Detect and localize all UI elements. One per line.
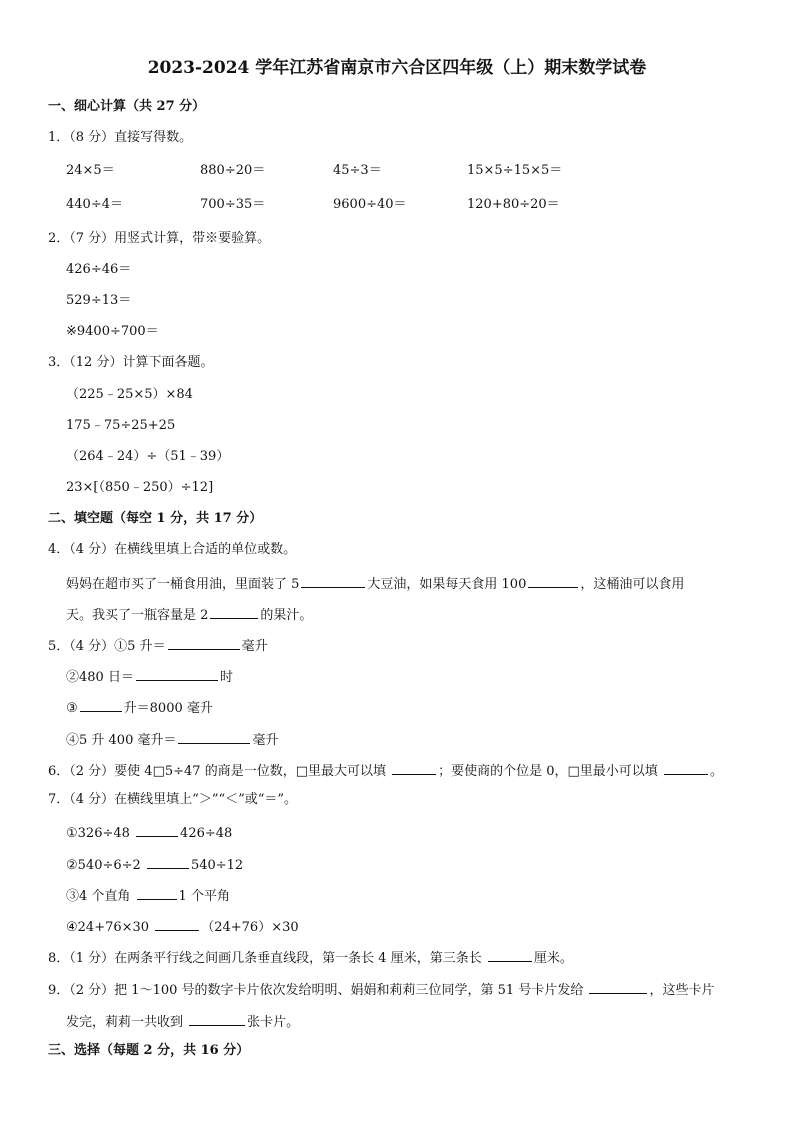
section-3-heading: 三、选择（每题 2 分，共 16 分）: [48, 1043, 250, 1058]
q1-item: 15×5÷15×5＝: [467, 163, 563, 178]
answer-blank[interactable]: [137, 886, 177, 900]
q6-text: 。: [709, 764, 723, 779]
q7-item: [66, 823, 232, 842]
q6-text: ；要使商的个位是 0，□里最小可以填: [438, 764, 658, 779]
q3-item: （264﹣24）÷（51﹣39）: [66, 449, 230, 464]
q7-text: ①326÷48: [66, 826, 130, 841]
q9-text: 9．（2 分）把 1～100 号的数字卡片依次发给明明、娟娟和莉莉三位同学，第 51 号卡片发给: [48, 983, 584, 998]
q2-item: 529÷13＝: [66, 293, 132, 308]
q1-item: 45÷3＝: [333, 163, 382, 178]
q4-text: 大豆油，如果每天食用 100: [367, 577, 527, 592]
q4-text: ，这桶油可以食用: [580, 577, 685, 592]
q9-text: 发完，莉莉一共收到: [66, 1015, 184, 1030]
q5-item: [66, 698, 213, 717]
q4-line-2: [66, 605, 312, 624]
q5-item: [66, 667, 233, 686]
answer-blank[interactable]: [136, 823, 178, 837]
q1-item: 24×5＝: [66, 163, 115, 178]
q5-text: ②480 日＝: [66, 670, 134, 685]
answer-blank[interactable]: [488, 948, 532, 962]
q5-text: 时: [219, 670, 233, 685]
answer-blank[interactable]: [168, 636, 240, 650]
q5-stem: [48, 636, 268, 655]
q4-text: 的果汁。: [260, 608, 313, 623]
q5-text: 升＝8000 毫升: [123, 701, 213, 716]
q5-item: [66, 730, 279, 749]
q5-text: 毫升: [252, 733, 279, 748]
q1-item: 880÷20＝: [200, 163, 266, 178]
q4-stem: 4．（4 分）在横线里填上合适的单位或数。: [48, 542, 297, 557]
answer-blank[interactable]: [528, 574, 578, 588]
q4-line-1: [66, 574, 684, 593]
q3-item: 175﹣75÷25+25: [66, 418, 176, 433]
q8-text: 8．（1 分）在两条平行线之间画几条垂直线段，第一条长 4 厘米，第三条长: [48, 951, 482, 966]
q3-item: 23×[（850﹣250）÷12]: [66, 480, 214, 495]
q5-text: 毫升: [241, 639, 268, 654]
q6: [48, 761, 723, 780]
answer-blank[interactable]: [80, 698, 122, 712]
answer-blank[interactable]: [189, 1012, 245, 1026]
q7-text: （24+76）×30: [201, 920, 299, 935]
q7-text: ③4 个直角: [66, 889, 131, 904]
q8-text: 厘米。: [533, 951, 573, 966]
answer-blank[interactable]: [210, 605, 258, 619]
q2-item: ※9400÷700＝: [66, 324, 159, 339]
q1-item: 9600÷40＝: [333, 197, 407, 212]
q5-text: ③: [66, 701, 78, 716]
q7-item: [66, 886, 230, 905]
q2-item: 426÷46＝: [66, 262, 132, 277]
q4-text: 天。我买了一瓶容量是 2: [66, 608, 209, 623]
answer-blank[interactable]: [664, 761, 708, 775]
q3-item: （225﹣25×5）×84: [66, 387, 193, 402]
answer-blank[interactable]: [589, 980, 647, 994]
q7-stem: 7．（4 分）在横线里填上“＞”“＜”或“＝”。: [48, 792, 298, 807]
answer-blank[interactable]: [147, 855, 189, 869]
q7-text: 1 个平角: [178, 889, 230, 904]
q7-text: ④24+76×30: [66, 920, 150, 935]
q3-stem: 3．（12 分）计算下面各题。: [48, 355, 214, 370]
answer-blank[interactable]: [155, 917, 199, 931]
q8: [48, 948, 573, 967]
q7-item: [66, 855, 243, 874]
q2-stem: 2．（7 分）用竖式计算，带※要验算。: [48, 231, 271, 246]
q7-text: ②540÷6÷2: [66, 858, 141, 873]
page-title: 2023-2024 学年江苏省南京市六合区四年级（上）期末数学试卷: [147, 58, 647, 78]
q1-item: 700÷35＝: [200, 197, 266, 212]
section-1-heading: 一、细心计算（共 27 分）: [48, 99, 206, 114]
q4-text: 妈妈在超市买了一桶食用油，里面装了 5: [66, 577, 300, 592]
q7-text: 540÷12: [190, 858, 244, 873]
q1-item: 120+80÷20＝: [467, 197, 560, 212]
q1-item: 440÷4＝: [66, 197, 123, 212]
answer-blank[interactable]: [136, 667, 218, 681]
q1-stem: 1．（8 分）直接写得数。: [48, 130, 193, 145]
q6-text: 6．（2 分）要使 4□5÷47 的商是一位数，□里最大可以填: [48, 764, 386, 779]
section-2-heading: 二、填空题（每空 1 分，共 17 分）: [48, 511, 263, 526]
q9-text: 张卡片。: [247, 1015, 300, 1030]
q5-text: 5．（4 分）①5 升＝: [48, 639, 166, 654]
answer-blank[interactable]: [392, 761, 436, 775]
q9-line-2: [66, 1012, 299, 1031]
answer-blank[interactable]: [178, 730, 250, 744]
q7-item: [66, 917, 299, 936]
q9-text: ，这些卡片: [649, 983, 715, 998]
q7-text: 426÷48: [180, 826, 233, 841]
q9-line-1: [48, 980, 715, 999]
answer-blank[interactable]: [301, 574, 365, 588]
q5-text: ④5 升 400 毫升＝: [66, 733, 177, 748]
